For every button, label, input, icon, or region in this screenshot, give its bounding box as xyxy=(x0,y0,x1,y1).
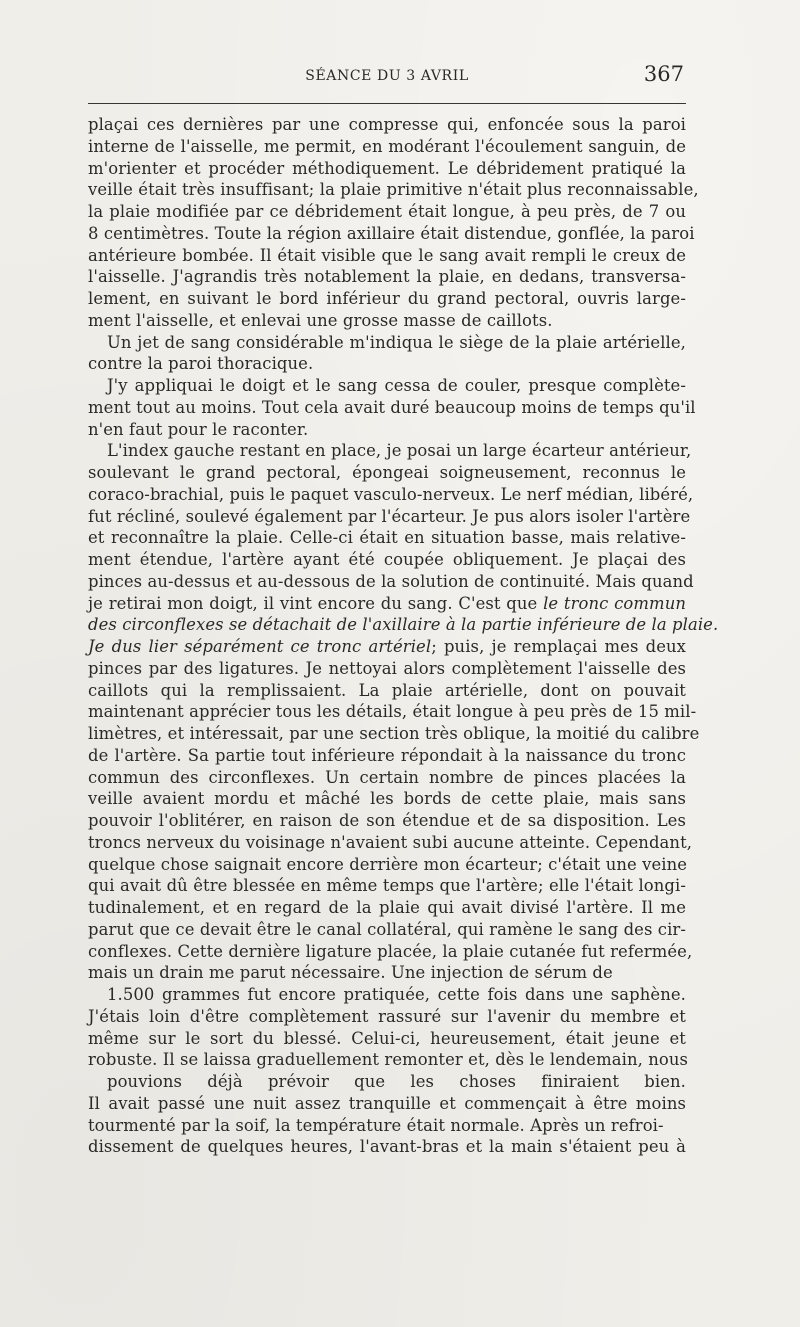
text-line xyxy=(88,788,686,810)
text-line xyxy=(88,179,699,201)
text-line xyxy=(88,201,686,223)
text-line xyxy=(88,767,686,789)
text-segment: tourmenté par la soif, la température était normale. Après un refroi- xyxy=(88,1115,664,1135)
text-line xyxy=(88,636,686,658)
text-segment: tudinalement, et en regard de la plaie qui avait divisé l'artère. Il me xyxy=(88,898,686,917)
text-segment: veille était très insuffisant; la plaie primitive n'était plus reconnaissable, xyxy=(88,180,699,200)
text-segment: ; puis, je remplaçai mes deux xyxy=(431,637,686,656)
text-segment: coraco-brachial, puis le paquet vasculo-nerveux. Le nerf médian, libéré, xyxy=(88,484,694,504)
text-segment: limètres, et intéressait, par une section très oblique, la moitié du calibre xyxy=(88,724,700,743)
text-segment: dissement de quelques heures, l'avant-bras et la main s'étaient peu à xyxy=(88,1137,686,1157)
text-line xyxy=(88,527,686,549)
text-segment: lement, en suivant le bord inférieur du grand pectoral, ouvris large- xyxy=(88,289,686,308)
text-line xyxy=(88,266,686,288)
text-line xyxy=(88,397,696,419)
text-line xyxy=(88,1093,686,1115)
text-segment: l'aisselle. J'agrandis très notablement la plaie, en dedans, transversa- xyxy=(88,267,686,287)
italic-text: Je dus lier séparément ce tronc artériel xyxy=(88,637,432,656)
text-line xyxy=(88,614,719,636)
text-segment: plaçai ces dernières par une compresse qui, enfoncée sous la paroi xyxy=(88,115,686,134)
text-segment: robuste. Il se laissa graduellement remonter et, dès le lendemain, nous xyxy=(88,1050,689,1070)
text-line xyxy=(88,419,686,441)
body-text xyxy=(88,114,719,1158)
text-line xyxy=(88,158,686,180)
text-segment: parut que ce devait être le canal collatéral, qui ramène le sang des cir- xyxy=(88,919,686,939)
text-segment: n'en faut pour le raconter. xyxy=(88,419,309,439)
text-segment: ment étendue, l'artère ayant été coupée obliquement. Je plaçai des xyxy=(88,550,686,569)
text-line xyxy=(88,462,686,484)
text-line xyxy=(88,1071,686,1093)
text-segment: conflexes. Cette dernière ligature placée, la plaie cutanée fut refermée, xyxy=(88,941,693,961)
text-line xyxy=(88,1028,686,1050)
text-segment: quelque chose saignait encore derrière mon écarteur; c'était une veine xyxy=(88,854,688,874)
text-line xyxy=(88,941,693,963)
text-line xyxy=(88,549,686,571)
text-segment: Un jet de sang considérable m'indiqua le siège de la plaie artérielle, xyxy=(107,332,686,352)
text-line xyxy=(88,223,695,245)
text-line xyxy=(88,897,686,919)
running-head: SÉANCE DU 3 AVRIL xyxy=(305,68,469,84)
text-segment: commun des circonflexes. Un certain nombre de pinces placées la xyxy=(88,767,686,787)
text-segment: ment l'aisselle, et enlevai une grosse masse de caillots. xyxy=(88,310,553,330)
text-segment: contre la paroi thoracique. xyxy=(88,354,314,374)
text-line xyxy=(88,593,686,615)
text-line xyxy=(88,919,686,941)
text-line xyxy=(88,288,686,310)
text-segment: et reconnaître la plaie. Celle-ci était en situation basse, mais relative- xyxy=(88,528,686,548)
text-line xyxy=(88,353,686,375)
text-line xyxy=(88,875,686,897)
text-line xyxy=(88,658,686,680)
text-line xyxy=(88,962,686,984)
text-line xyxy=(88,375,686,397)
header-rule xyxy=(88,103,686,104)
text-segment: mais un drain me parut nécessaire. Une injection de sérum de xyxy=(88,963,613,983)
text-line xyxy=(88,680,686,702)
text-line xyxy=(88,1136,686,1158)
text-line xyxy=(88,1006,686,1028)
italic-text: des circonflexes se détachait de l'axillaire à la partie inférieure de la plaie. xyxy=(88,615,719,635)
text-segment: Il avait passé une nuit assez tranquille et commençait à être moins xyxy=(88,1093,686,1113)
text-line xyxy=(88,984,686,1006)
text-line xyxy=(88,745,686,767)
text-line xyxy=(88,506,691,528)
text-line xyxy=(88,332,686,354)
text-line xyxy=(88,723,700,745)
text-segment: pouvions déjà prévoir que les choses finiraient bien. xyxy=(107,1072,686,1091)
text-segment: maintenant apprécier tous les détails, était longue à peu près de 15 mil- xyxy=(88,702,697,722)
text-segment: soulevant le grand pectoral, épongeai soigneusement, reconnus le xyxy=(88,463,686,482)
text-segment: pouvoir l'oblitérer, en raison de son étendue et de sa disposition. Les xyxy=(88,811,686,830)
text-segment: pinces au-dessus et au-dessous de la solution de continuité. Mais quand xyxy=(88,571,694,591)
page-number: 367 xyxy=(643,62,684,86)
text-line xyxy=(88,810,686,832)
text-segment: interne de l'aisselle, me permit, en modérant l'écoulement sanguin, de xyxy=(88,136,686,156)
text-segment: je retirai mon doigt, il vint encore du sang. C'est que xyxy=(88,593,544,613)
text-segment: m'orienter et procéder méthodiquement. Le débridement pratiqué la xyxy=(88,158,686,178)
text-segment: antérieure bombée. Il était visible que le sang avait rempli le creux de xyxy=(88,245,686,265)
text-segment: 8 centimètres. Toute la région axillaire était distendue, gonflée, la paroi xyxy=(88,223,695,243)
text-line xyxy=(88,571,694,593)
text-segment: 1.500 grammes fut encore pratiquée, cette fois dans une saphène. xyxy=(107,985,686,1004)
text-line xyxy=(88,1049,689,1071)
text-line xyxy=(88,440,692,462)
text-line xyxy=(88,484,694,506)
text-line xyxy=(88,1115,686,1137)
page-header xyxy=(88,62,686,92)
text-line xyxy=(88,832,693,854)
text-segment: caillots qui la remplissaient. La plaie artérielle, dont on pouvait xyxy=(88,680,686,700)
text-segment: pinces par des ligatures. Je nettoyai alors complètement l'aisselle des xyxy=(88,658,686,678)
text-segment: même sur le sort du blessé. Celui-ci, heureusement, était jeune et xyxy=(88,1028,686,1048)
text-segment: troncs nerveux du voisinage n'avaient subi aucune atteinte. Cependant, xyxy=(88,832,693,852)
text-segment: veille avaient mordu et mâché les bords de cette plaie, mais sans xyxy=(88,789,686,809)
text-segment: qui avait dû être blessée en même temps que l'artère; elle l'était longi- xyxy=(88,876,686,896)
text-segment: la plaie modifiée par ce débridement était longue, à peu près, de 7 ou xyxy=(88,202,686,221)
text-segment: ment tout au moins. Tout cela avait duré beaucoup moins de temps qu'il xyxy=(88,397,696,417)
text-line xyxy=(88,245,686,267)
text-segment: J'étais loin d'être complètement rassuré sur l'avenir du membre et xyxy=(88,1006,686,1026)
text-segment: L'index gauche restant en place, je posai un large écarteur antérieur, xyxy=(107,441,692,461)
text-segment: de l'artère. Sa partie tout inférieure répondait à la naissance du tronc xyxy=(88,745,686,765)
text-line xyxy=(88,701,697,723)
text-line xyxy=(88,114,686,136)
text-segment: fut récliné, soulevé également par l'écarteur. Je pus alors isoler l'artère xyxy=(88,506,691,526)
text-line xyxy=(88,310,686,332)
text-segment: J'y appliquai le doigt et le sang cessa de couler, presque complète- xyxy=(107,376,686,395)
text-line xyxy=(88,136,686,158)
italic-text: le tronc commun xyxy=(543,593,687,613)
text-line xyxy=(88,854,686,876)
